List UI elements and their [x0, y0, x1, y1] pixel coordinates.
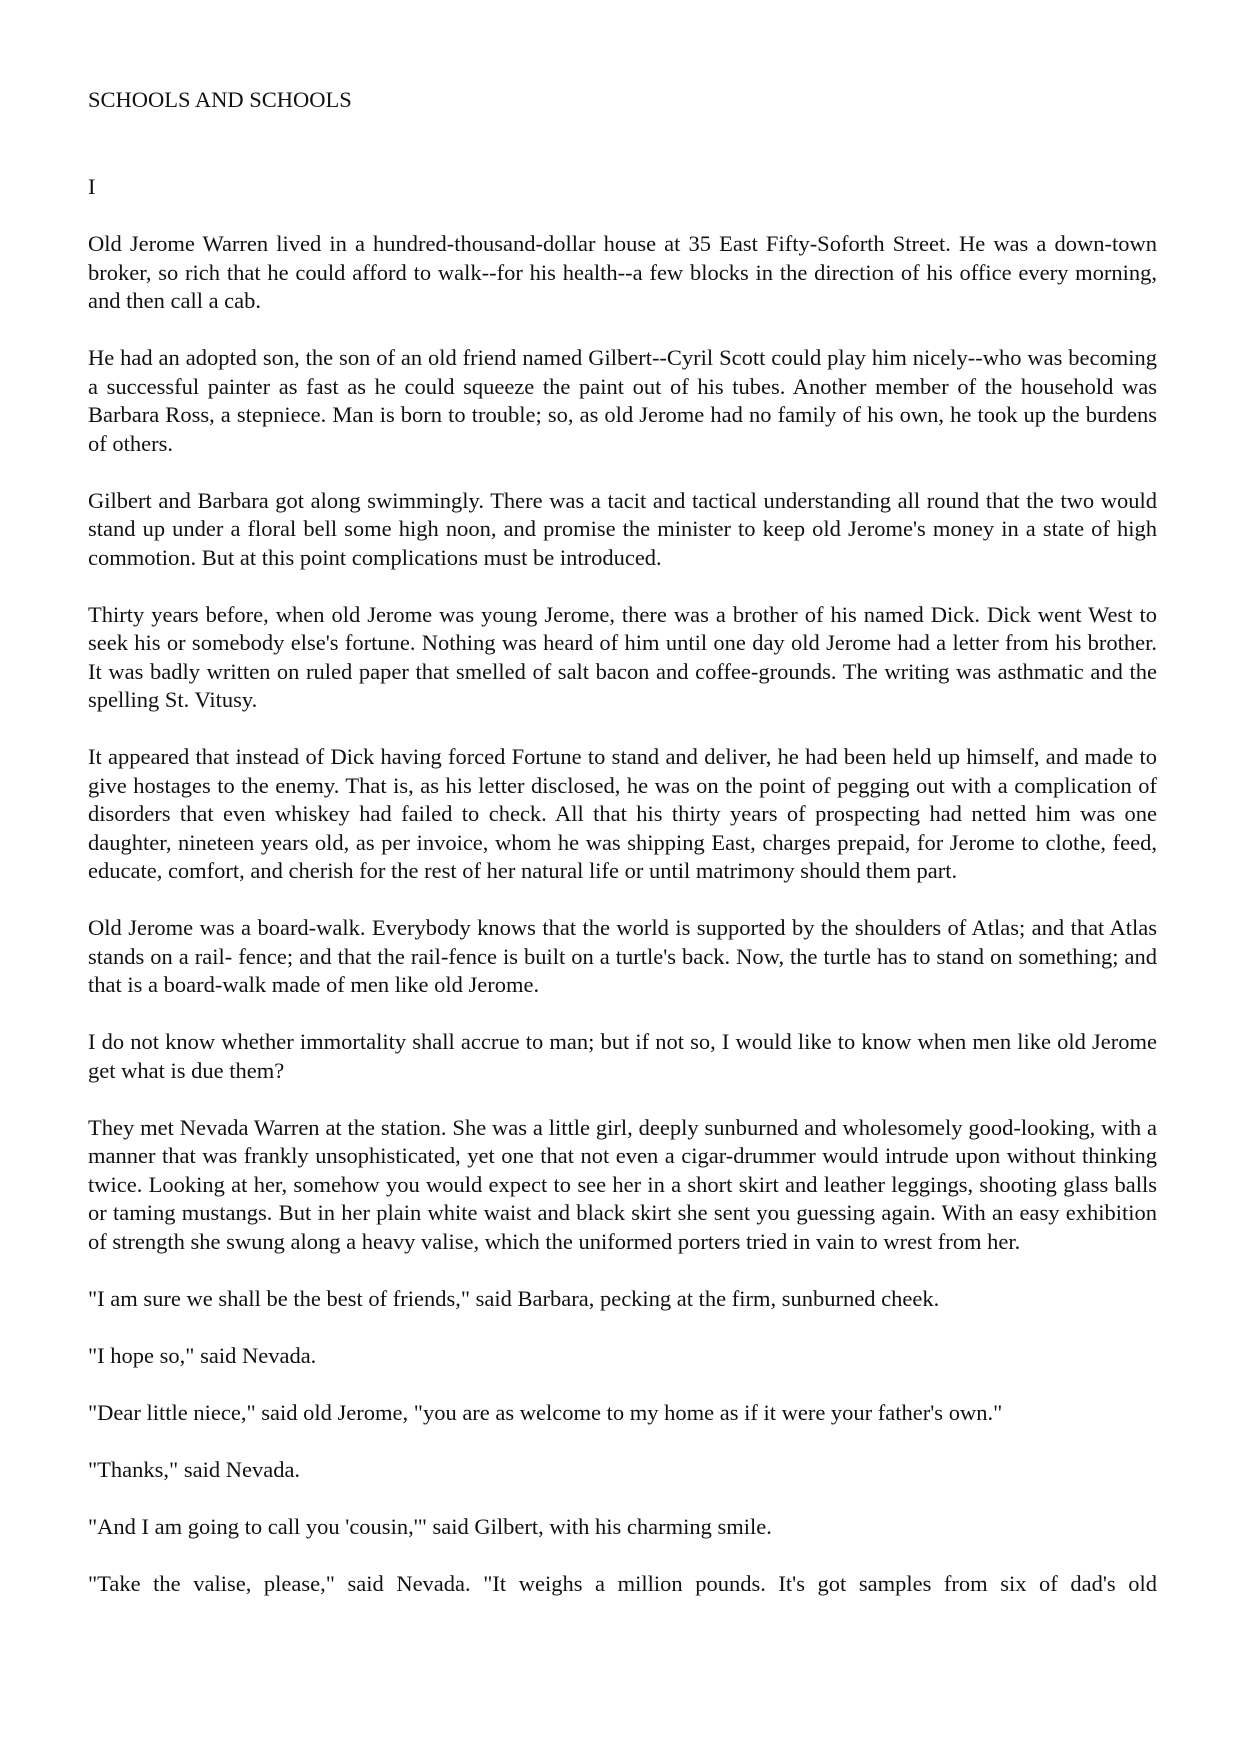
- paragraph-1: Old Jerome Warren lived in a hundred-thousand-dollar house at 35 East Fifty-Soforth Street. He was a down-town broker, so rich that he could afford to walk--for his health--a few blocks in the direction of his office every morning, and then call a cab.: [88, 231, 1157, 313]
- document-page: [88, 86, 1157, 1598]
- paragraph-5: It appeared that instead of Dick having forced Fortune to stand and deliver, he had been held up himself, and made to give hostages to the enemy. That is, as his letter disclosed, he was on the point of pegging out with a complication of disorders that even whiskey had failed to check. All that his thirty years of prospecting had netted him was one daughter, nineteen years old, as per invoice, whom he was shipping East, charges prepaid, for Jerome to clothe, feed, educate, comfort, and cherish for the rest of her natural life or until matrimony should them part.: [88, 744, 1157, 883]
- chapter-heading: I: [88, 173, 96, 199]
- paragraph-7: I do not know whether immortality shall accrue to man; but if not so, I would like to know when men like old Jerome get what is due them?: [88, 1029, 1157, 1083]
- paragraph-2: He had an adopted son, the son of an old friend named Gilbert--Cyril Scott could play him nicely--who was becoming a successful painter as fast as he could squeeze the paint out of his tubes. Another member of the household was Barbara Ross, a stepniece. Man is born to trouble; so, as old Jerome had no family of his own, he took up the burdens of others.: [88, 345, 1157, 456]
- paragraph-3: Gilbert and Barbara got along swimmingly. There was a tacit and tactical understanding all round that the two would stand up under a floral bell some high noon, and promise the minister to keep old Jerome's money in a state of high commotion. But at this point complications must be introduced.: [88, 487, 1157, 570]
- paragraph-14: "Take the valise, please," said Nevada. "It weighs a million pounds. It's got samples from six of dad's old: [88, 1570, 1157, 1596]
- story-title: SCHOOLS AND SCHOOLS: [88, 87, 352, 112]
- paragraph-11: "Dear little niece," said old Jerome, "you are as welcome to my home as if it were your father's own.": [88, 1399, 1003, 1425]
- paragraph-12: "Thanks," said Nevada.: [88, 1456, 301, 1482]
- paragraph-6: Old Jerome was a board-walk. Everybody knows that the world is supported by the shoulders of Atlas; and that Atlas stands on a rail- fence; and that the rail-fence is built on a turtle's back. Now, the turtle has to stand on something; and that is a board-walk made of men like old Jerome.: [88, 915, 1157, 997]
- paragraph-9: "I am sure we shall be the best of friends," said Barbara, pecking at the firm, sunburned cheek.: [88, 1285, 940, 1311]
- paragraph-8: They met Nevada Warren at the station. She was a little girl, deeply sunburned and wholesomely good-looking, with a manner that was frankly unsophisticated, yet one that not even a cigar-drummer would intrude upon without thinking twice. Looking at her, somehow you would expect to see her in a short skirt and leather leggings, shooting glass balls or taming mustangs. But in her plain white waist and black skirt she sent you guessing again. With an easy exhibition of strength she swung along a heavy valise, which the uniformed porters tried in vain to wrest from her.: [88, 1114, 1157, 1254]
- paragraph-13: "And I am going to call you 'cousin,'" said Gilbert, with his charming smile.: [88, 1513, 772, 1539]
- paragraph-10: "I hope so," said Nevada.: [88, 1342, 317, 1368]
- paragraph-4: Thirty years before, when old Jerome was young Jerome, there was a brother of his named Dick. Dick went West to seek his or somebody else's fortune. Nothing was heard of him until one day old Jerome had a letter from his brother. It was badly written on ruled paper that smelled of salt bacon and coffee-grounds. The writing was asthmatic and the spelling St. Vitusy.: [88, 601, 1157, 712]
